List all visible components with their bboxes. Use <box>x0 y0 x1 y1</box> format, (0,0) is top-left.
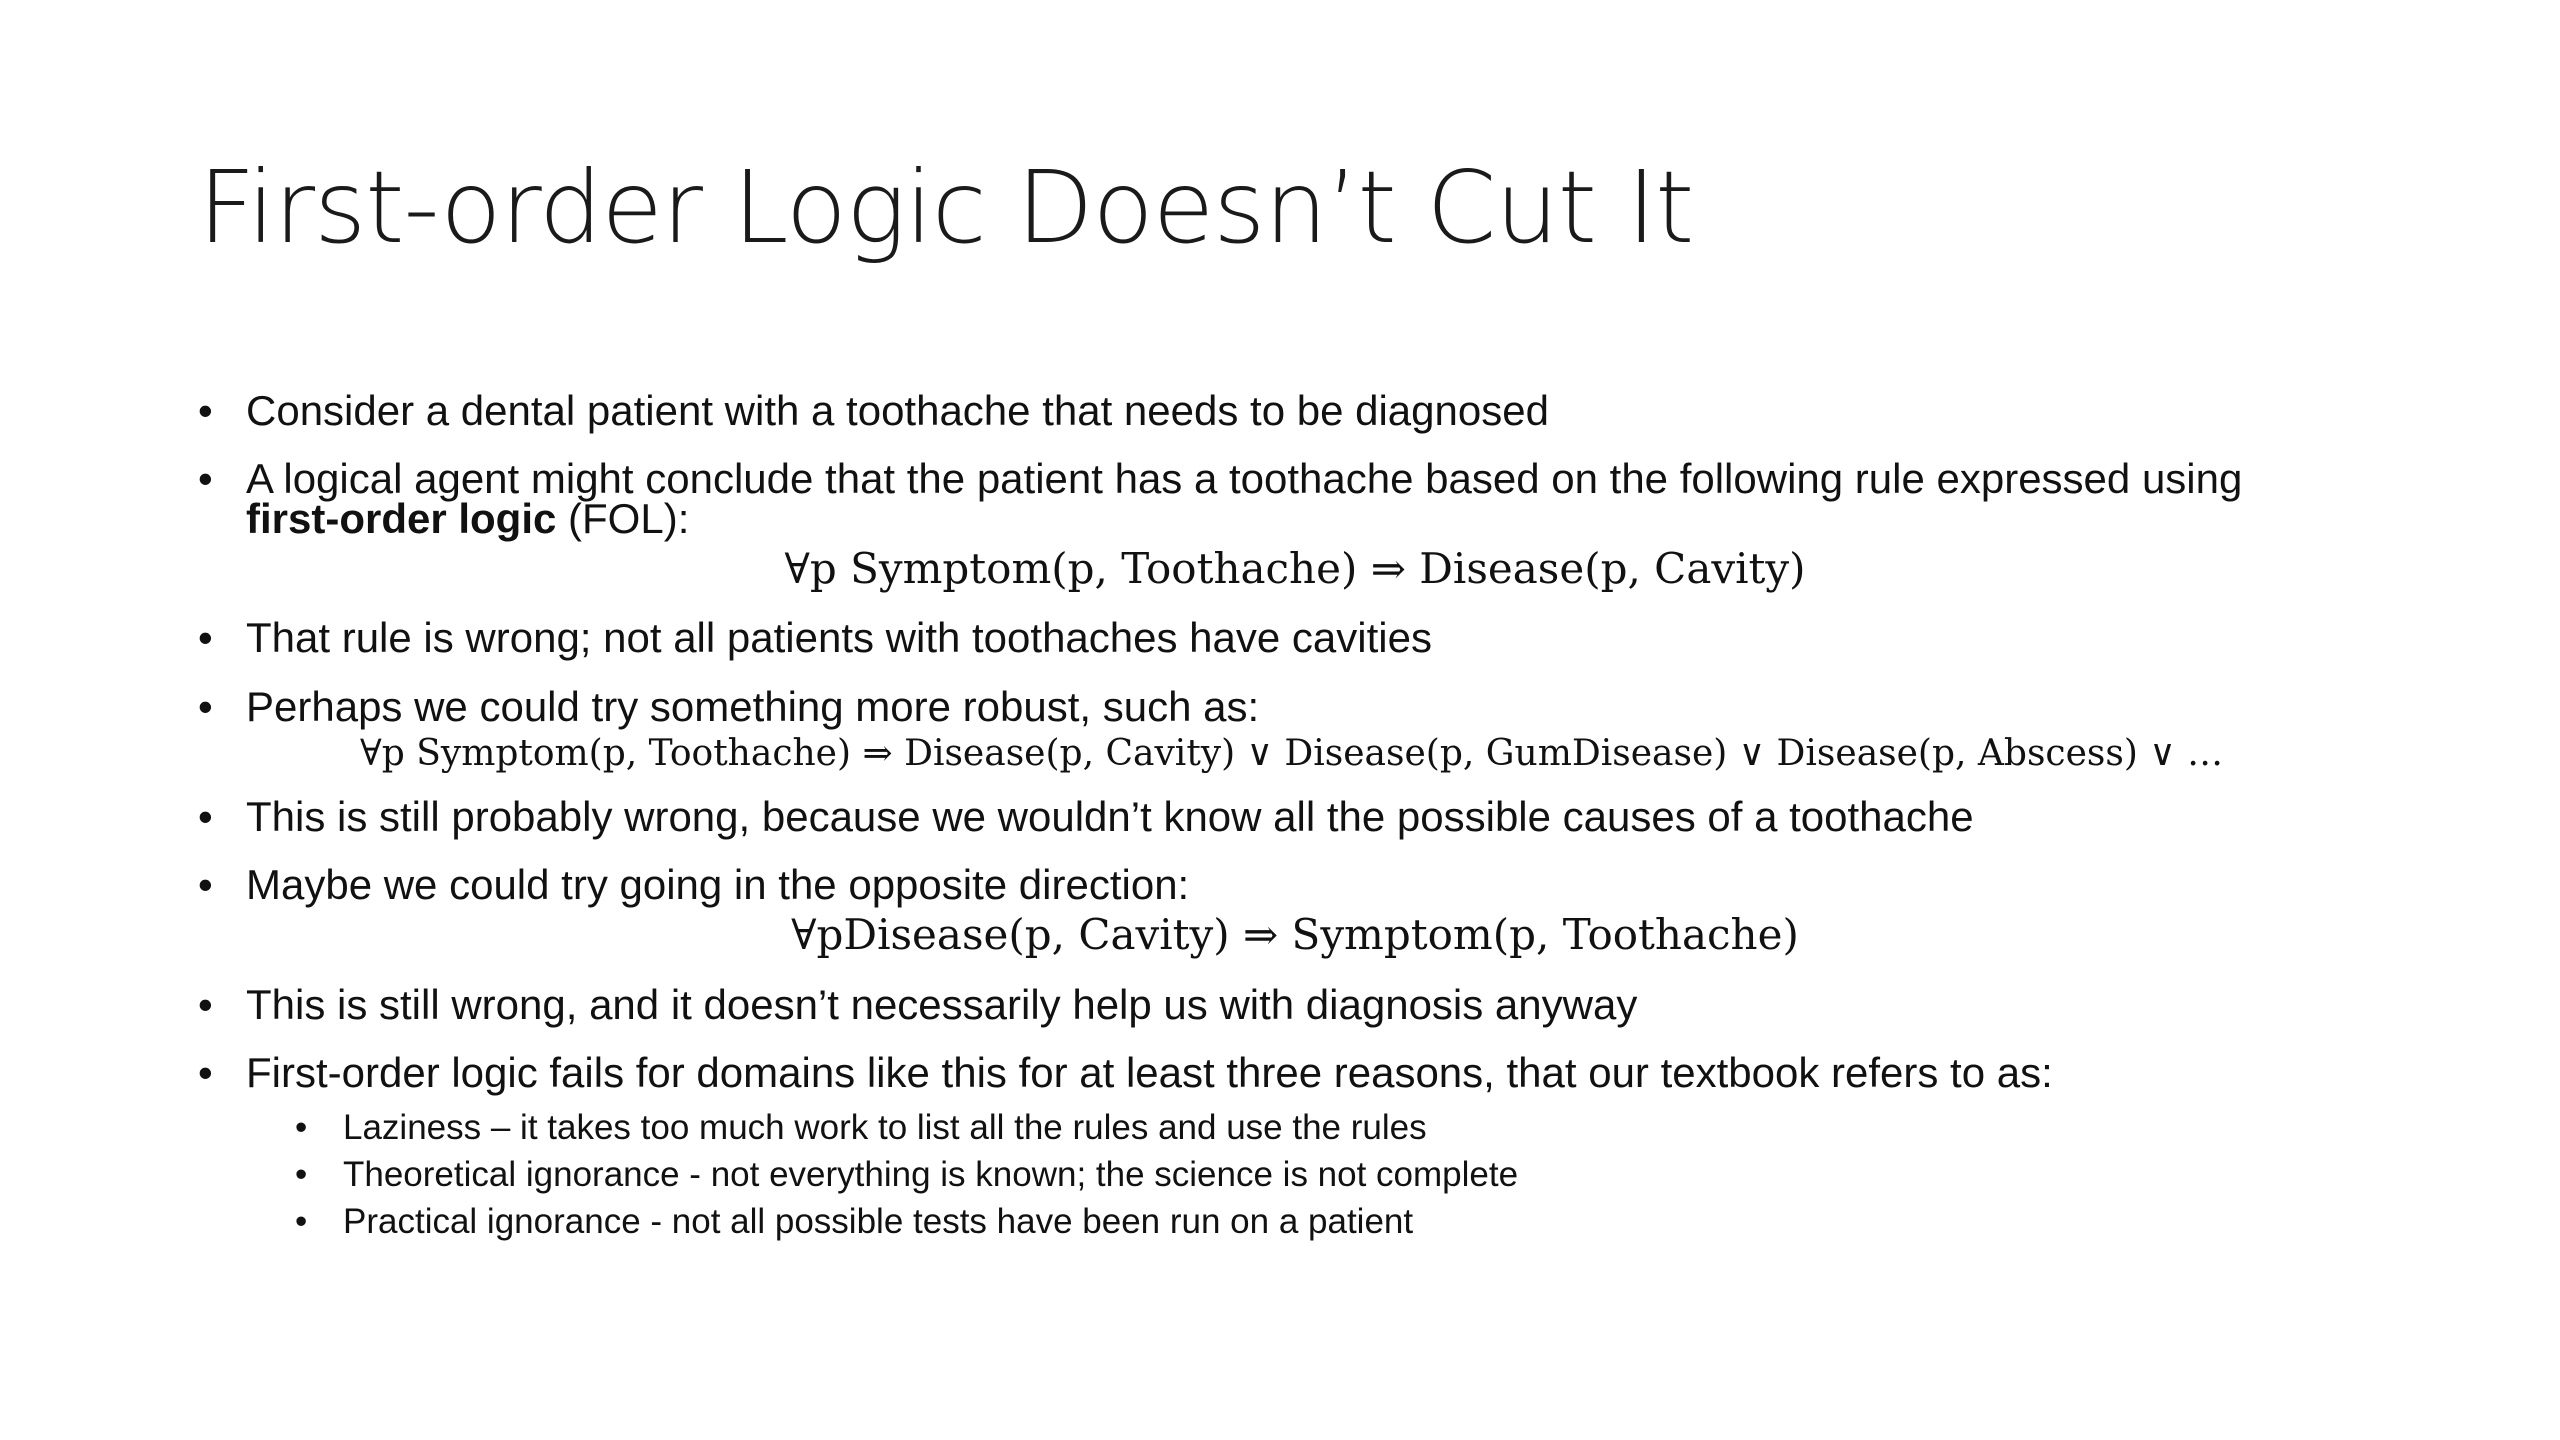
bullet-text: That rule is wrong; not all patients with toothaches have cavities <box>246 614 1432 661</box>
bullet-text: Consider a dental patient with a toothache that needs to be diagnosed <box>246 387 1549 434</box>
sub-bullet-text: Laziness – it takes too much work to list all the rules and use the rules <box>343 1108 1427 1147</box>
formula: ∀pDisease(p, Cavity) ⇒ Symptom(p, Toothache) <box>791 910 1799 959</box>
bullet-dot: • <box>295 1108 308 1147</box>
bullet-dot: • <box>198 387 213 434</box>
bullet-dot: • <box>198 614 213 661</box>
sub-bullet-text: Theoretical ignorance - not everything is known; the science is not complete <box>343 1155 1519 1194</box>
bullet-dot: • <box>198 455 213 502</box>
bold-term: first-order logic <box>246 495 557 542</box>
bullet-text: This is still wrong, and it doesn’t necessarily help us with diagnosis anyway <box>246 981 1638 1028</box>
formula: ∀p Symptom(p, Toothache) ⇒ Disease(p, Cavity) <box>784 544 1806 593</box>
bullet-dot: • <box>198 981 213 1028</box>
bullet-text: Perhaps we could try something more robust, such as: <box>246 683 1260 730</box>
sub-bullet-text: Practical ignorance - not all possible tests have been run on a patient <box>343 1202 1414 1241</box>
bullet-text: A logical agent might conclude that the patient has a toothache based on the following rule expressed using <box>246 455 2243 502</box>
bullet-dot: • <box>295 1202 308 1241</box>
bullet-dot: • <box>198 1049 213 1096</box>
bullet-text-continued <box>246 496 689 541</box>
bullet-dot: • <box>198 793 213 840</box>
bullet-dot: • <box>198 683 213 730</box>
bullet-text: Maybe we could try going in the opposite direction: <box>246 861 1190 908</box>
bullet-text-rest: (FOL): <box>556 495 690 542</box>
bullet-text: First-order logic fails for domains like this for at least three reasons, that our textbook refers to as: <box>246 1049 2053 1096</box>
bullet-dot: • <box>198 861 213 908</box>
formula: ∀p Symptom(p, Toothache) ⇒ Disease(p, Cavity) ∨ Disease(p, GumDisease) ∨ Disease(p, Abscess) ∨ … <box>360 733 2224 774</box>
slide-title: First-order Logic Doesn’t Cut It <box>198 149 1694 266</box>
bullet-dot: • <box>295 1155 308 1194</box>
bullet-text: This is still probably wrong, because we wouldn’t know all the possible causes of a toothache <box>246 793 1974 840</box>
